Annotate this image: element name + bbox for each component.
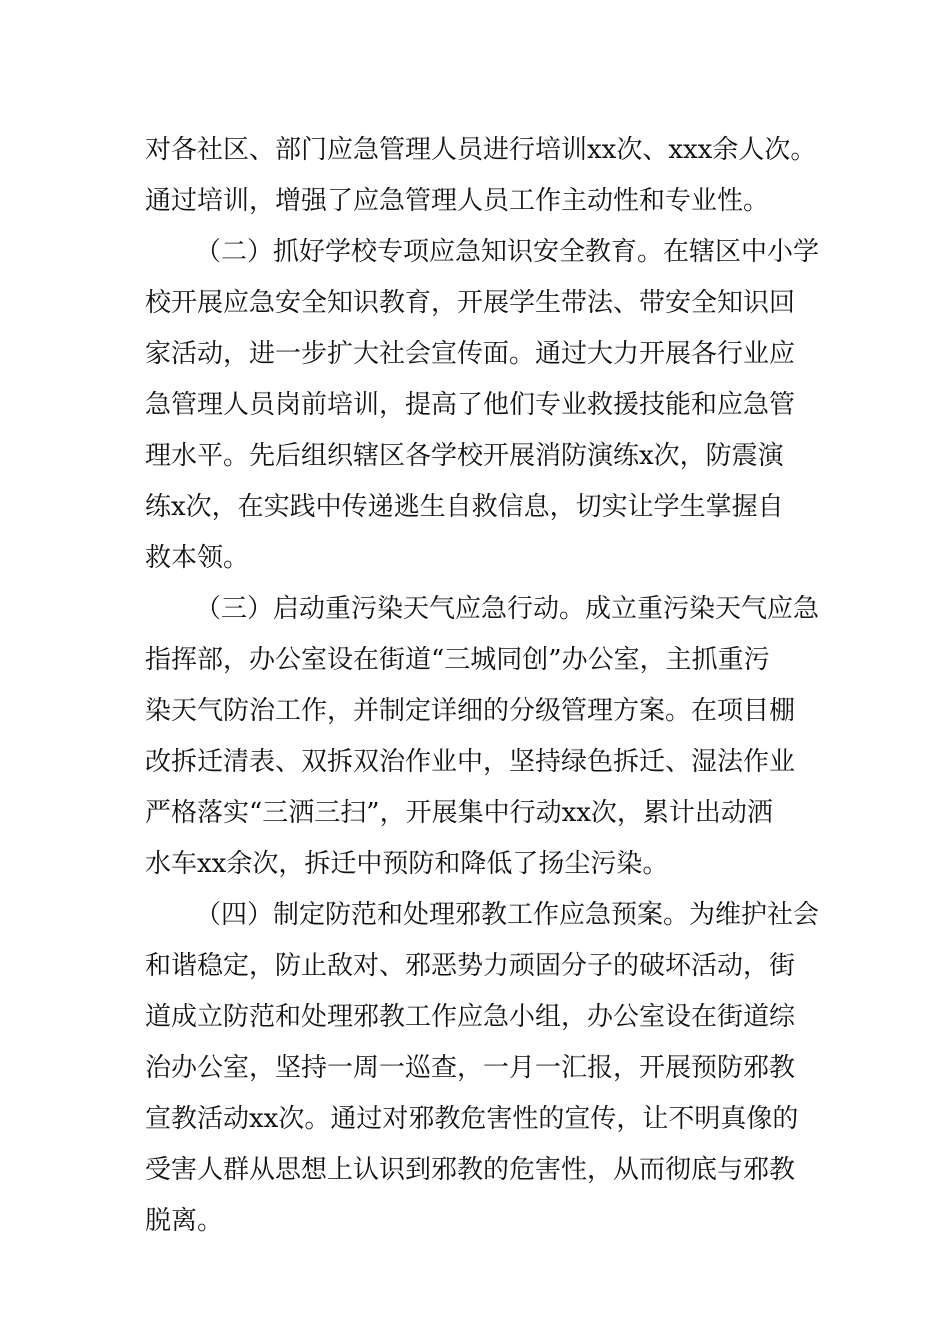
text-line: 救本领。 bbox=[145, 543, 250, 573]
text-line: 严格落实“三洒三扫”，开展集中行动xx次，累计出动洒 bbox=[145, 798, 773, 828]
text-line: 练x次，在实践中传递逃生自救信息，切实让学生掌握自 bbox=[145, 492, 784, 522]
text-line: 急管理人员岗前培训，提高了他们专业救援技能和应急管 bbox=[145, 390, 796, 420]
text-line: 道成立防范和处理邪教工作应急小组，办公室设在街道综 bbox=[145, 1002, 796, 1032]
text-line: （三）启动重污染天气应急行动。成立重污染天气应急 bbox=[195, 594, 820, 624]
text-line: 指挥部，办公室设在街道“三城同创”办公室，主抓重污 bbox=[145, 645, 770, 675]
text-line: 治办公室，坚持一周一巡查，一月一汇报，开展预防邪教 bbox=[145, 1053, 796, 1083]
text-line: 改拆迁清表、双拆双治作业中，坚持绿色拆迁、湿法作业 bbox=[145, 747, 796, 777]
text-line: 染天气防治工作，并制定详细的分级管理方案。在项目棚 bbox=[145, 696, 796, 726]
text-line: 和谐稳定，防止敌对、邪恶势力顽固分子的破坏活动，街 bbox=[145, 951, 796, 981]
text-line: 通过培训，增强了应急管理人员工作主动性和专业性。 bbox=[145, 186, 770, 216]
text-line: 受害人群从思想上认识到邪教的危害性，从而彻底与邪教 bbox=[145, 1155, 796, 1185]
text-line: （四）制定防范和处理邪教工作应急预案。为维护社会 bbox=[195, 900, 820, 930]
text-line: 家活动，进一步扩大社会宣传面。通过大力开展各行业应 bbox=[145, 339, 796, 369]
text-line: 宣教活动xx次。通过对邪教危害性的宣传，让不明真像的 bbox=[145, 1104, 799, 1134]
text-line: 对各社区、部门应急管理人员进行培训xx次、xxx余人次。 bbox=[145, 135, 817, 165]
text-line: （二）抓好学校专项应急知识安全教育。在辖区中小学 bbox=[195, 237, 820, 267]
text-line: 理水平。先后组织辖区各学校开展消防演练x次，防震演 bbox=[145, 441, 784, 471]
text-line: 脱离。 bbox=[145, 1206, 224, 1236]
text-line: 校开展应急安全知识教育，开展学生带法、带安全知识回 bbox=[145, 288, 796, 318]
text-line: 水车xx余次，拆迁中预防和降低了扬尘污染。 bbox=[145, 849, 669, 879]
